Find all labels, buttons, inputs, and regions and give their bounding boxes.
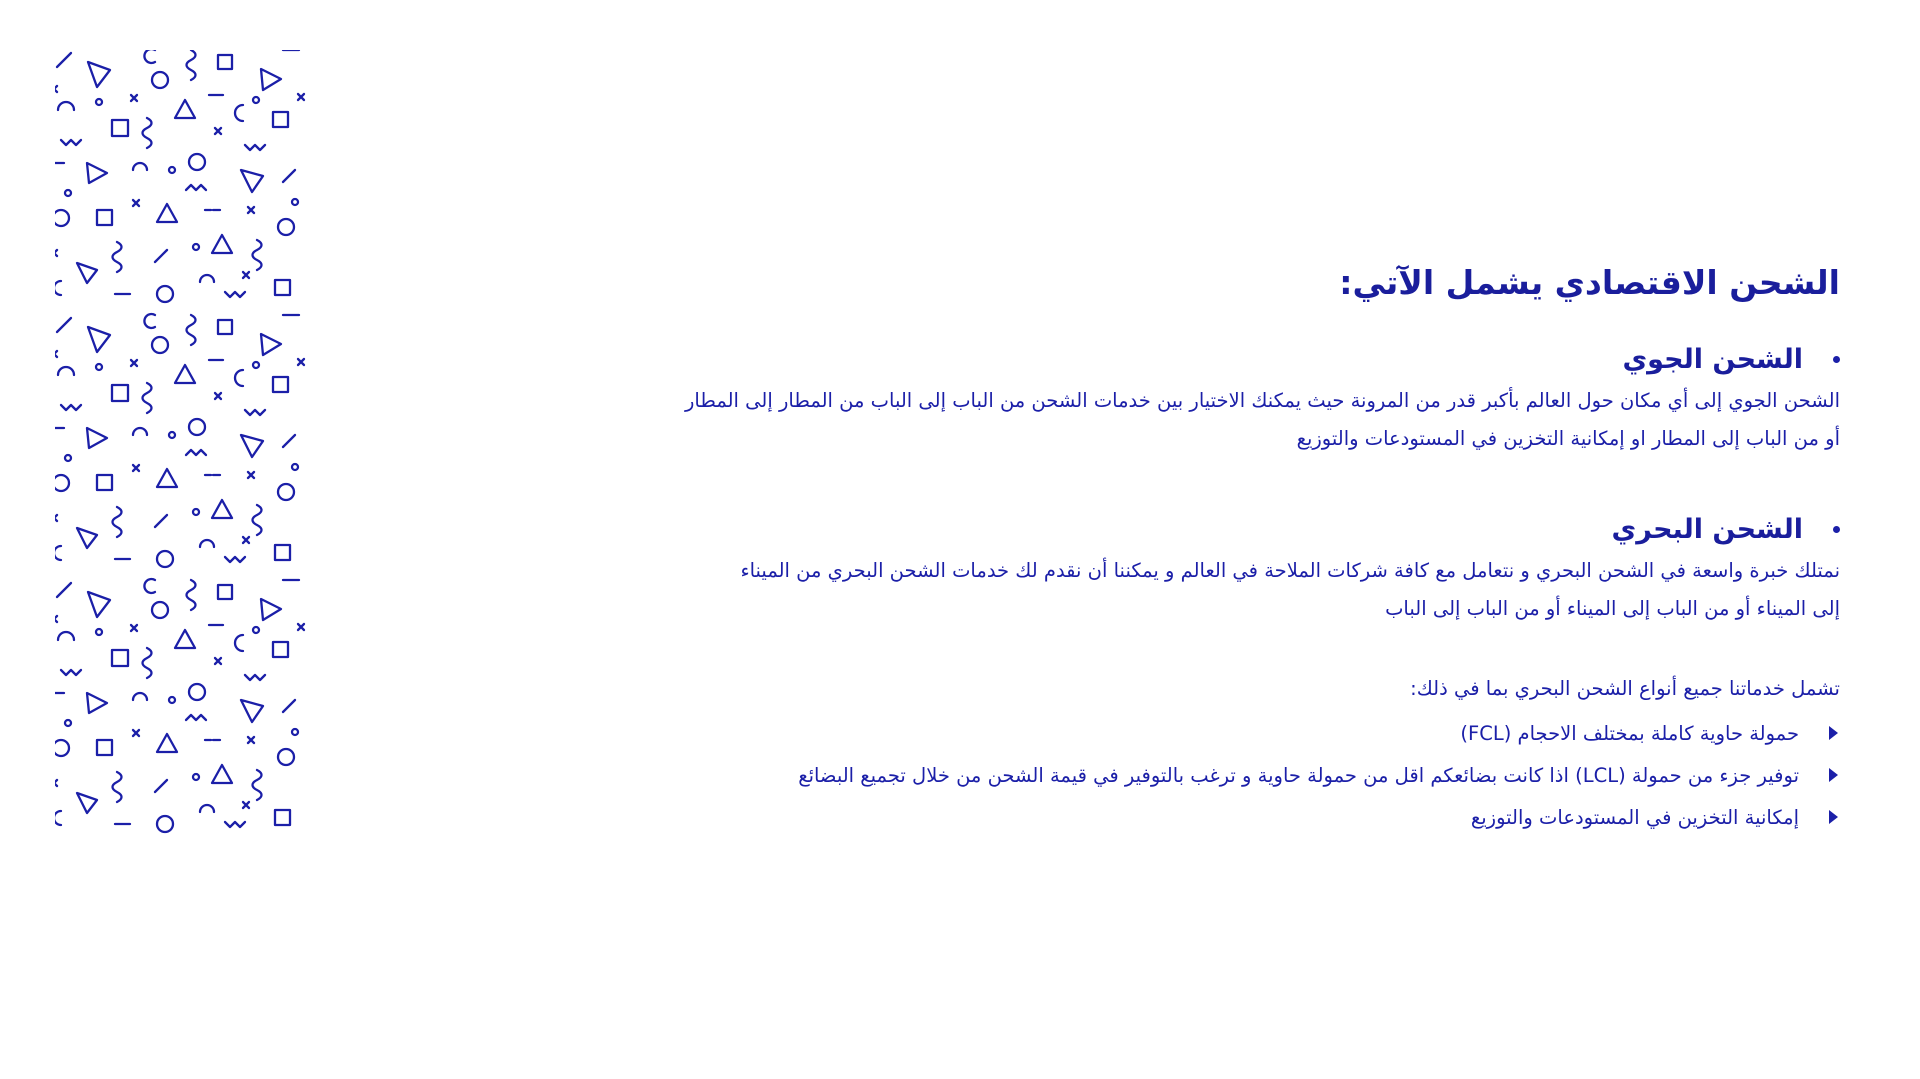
services-intro: تشمل خدماتنا جميع أنواع الشحن البحري بما في ذلك: xyxy=(1410,677,1840,700)
air-shipping-title: الشحن الجوي xyxy=(1622,343,1803,375)
triangle-bullet-icon xyxy=(1829,768,1838,782)
air-shipping-heading xyxy=(410,336,1840,382)
list-item xyxy=(410,712,1840,754)
list-item xyxy=(410,796,1840,838)
shipping-services-content xyxy=(410,248,1840,838)
list-item-label: توفير جزء من حمولة (LCL) اذا كانت بضائعكم اقل من حمولة حاوية و ترغب بالتوفير في قيمة الشحن من خلال تجميع البضائع xyxy=(798,763,1799,787)
list-item-label: حمولة حاوية كاملة بمختلف الاحجام (FCL) xyxy=(1460,721,1799,745)
air-shipping-line-1: الشحن الجوي إلى أي مكان حول العالم بأكبر قدر من المرونة حيث يمكنك الاختيار بين خدمات الشحن من الباب إلى الباب من المطار إلى المطار xyxy=(684,389,1840,412)
triangle-bullet-icon xyxy=(1829,726,1838,740)
bullet-dot-icon xyxy=(1833,356,1840,363)
sea-shipping-line-1: نمتلك خبرة واسعة في الشحن البحري و نتعامل مع كافة شركات الملاحة في العالم و يمكننا أن نقدم لك خدمات الشحن البحري من الميناء xyxy=(740,559,1840,582)
services-list xyxy=(410,712,1840,838)
list-item-label: إمكانية التخزين في المستودعات والتوزيع xyxy=(1470,805,1799,829)
page-title: الشحن الاقتصادي يشمل الآتي: xyxy=(1339,263,1840,302)
list-item xyxy=(410,754,1840,796)
sea-shipping-title: الشحن البحري xyxy=(1611,513,1803,545)
sea-shipping-line-2: إلى الميناء أو من الباب إلى الميناء أو من الباب إلى الباب xyxy=(1385,597,1840,620)
sea-shipping-heading xyxy=(410,506,1840,552)
bullet-dot-icon xyxy=(1833,526,1840,533)
air-shipping-line-2: أو من الباب إلى المطار او إمكانية التخزين في المستودعات والتوزيع xyxy=(1296,427,1840,450)
decorative-shape-pattern xyxy=(55,50,385,1030)
triangle-bullet-icon xyxy=(1829,810,1838,824)
